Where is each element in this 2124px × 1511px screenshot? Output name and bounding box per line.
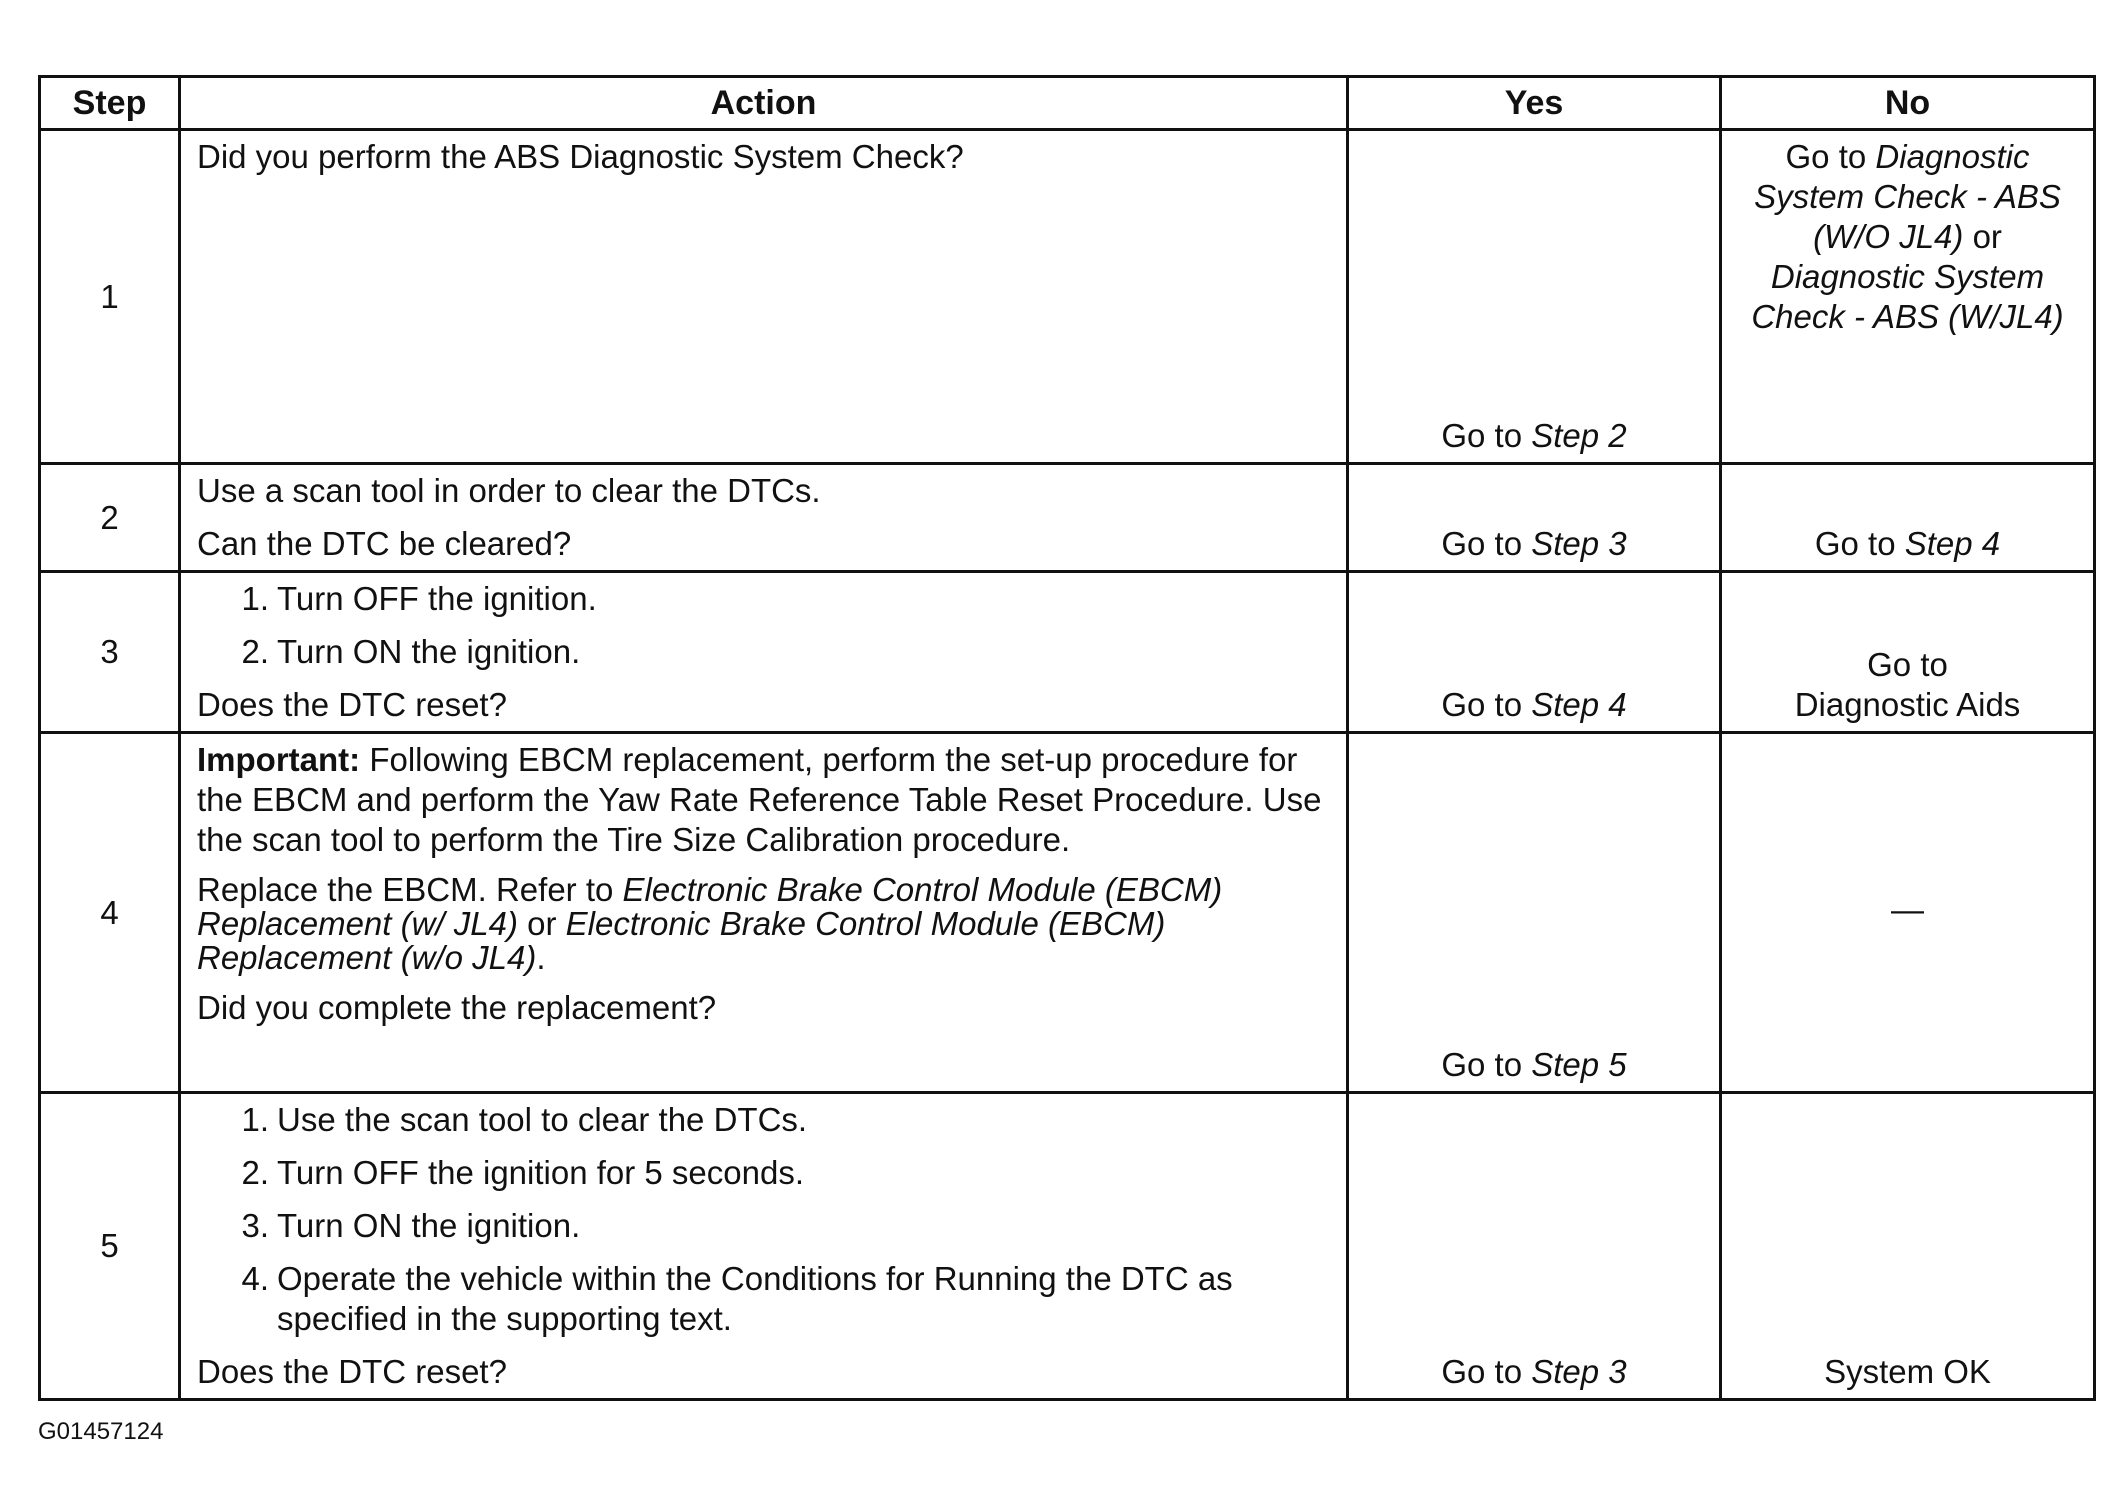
yes-cell — [1348, 733, 1721, 1093]
no-prefix: Go to — [1814, 525, 1896, 562]
yes-cell — [1348, 464, 1721, 572]
list-text: Use the scan tool to clear the DTCs. — [277, 1101, 808, 1138]
action-cell — [180, 130, 1348, 464]
no-prefix: Go to — [1785, 138, 1867, 175]
action-cell — [180, 464, 1348, 572]
list-item — [197, 1206, 1330, 1246]
action-cell — [180, 733, 1348, 1093]
no-or-text: or — [1972, 218, 2002, 255]
no-cell — [1721, 572, 2095, 733]
action-cell — [180, 572, 1348, 733]
no-cell — [1721, 1093, 2095, 1400]
step-number: 2 — [40, 464, 180, 572]
replace-text: Replace the EBCM. Refer to — [197, 871, 614, 908]
list-number: 3. — [241, 1207, 269, 1244]
action-question: Can the DTC be cleared? — [197, 525, 572, 562]
step-number: 4 — [40, 733, 180, 1093]
list-text: Operate the vehicle within the Conditions for Running the DTC as specified in the supporting text. — [277, 1260, 1233, 1337]
replace-instruction — [197, 873, 1330, 975]
list-text: Turn OFF the ignition. — [277, 580, 597, 617]
step-number: 1 — [40, 130, 180, 464]
no-result-text: System OK — [1824, 1353, 1991, 1390]
list-item — [197, 1153, 1330, 1193]
list-item — [197, 1259, 1330, 1339]
list-item — [197, 1100, 1330, 1140]
table-row — [40, 572, 2095, 733]
yes-step-link[interactable]: Step 2 — [1531, 417, 1627, 454]
no-cell — [1721, 464, 2095, 572]
no-step-link[interactable]: Step 4 — [1904, 525, 2001, 562]
list-item — [197, 579, 1330, 619]
list-text: Turn OFF the ignition for 5 seconds. — [277, 1154, 805, 1191]
list-number: 2. — [241, 1154, 269, 1191]
list-text: Turn ON the ignition. — [277, 633, 581, 670]
header-yes: Yes — [1348, 77, 1721, 130]
list-item — [197, 632, 1330, 672]
yes-step-link[interactable]: Step 3 — [1531, 525, 1627, 562]
list-number: 2. — [241, 633, 269, 670]
header-no: No — [1721, 77, 2095, 130]
table-row — [40, 733, 2095, 1093]
action-question: Did you perform the ABS Diagnostic System Check? — [197, 138, 964, 175]
no-diagnostic-aids-link[interactable]: Diagnostic Aids — [1794, 686, 2021, 723]
yes-prefix: Go to — [1441, 1046, 1523, 1083]
action-question: Does the DTC reset? — [197, 1353, 507, 1390]
period: . — [536, 939, 546, 976]
yes-prefix: Go to — [1441, 525, 1523, 562]
important-note — [197, 740, 1330, 860]
no-prefix: Go to — [1867, 646, 1948, 683]
no-dash: — — [1891, 890, 1924, 928]
header-action: Action — [180, 77, 1348, 130]
ebcm-replacement-link-2[interactable]: Electronic Brake Control Module (EBCM) Replacement (w/o JL4) — [197, 905, 1166, 976]
action-cell — [180, 1093, 1348, 1400]
important-text: Following EBCM replacement, perform the set-up procedure for the EBCM and perform the Yaw Rate Reference Table Reset Procedure. Use the scan tool to perform the Tire Size Calibration procedure. — [197, 741, 1322, 858]
list-number: 1. — [241, 580, 269, 617]
step-number: 5 — [40, 1093, 180, 1400]
list-number: 1. — [241, 1101, 269, 1138]
figure-id: G01457124 — [38, 1418, 164, 1445]
table-row — [40, 464, 2095, 572]
header-row — [40, 77, 2095, 130]
ebcm-replacement-link-1[interactable]: Electronic Brake Control Module (EBCM) Replacement (w/ JL4) — [197, 871, 1223, 942]
yes-step-link[interactable]: Step 3 — [1531, 1353, 1627, 1390]
yes-step-link[interactable]: Step 5 — [1531, 1046, 1627, 1083]
header-step: Step — [40, 77, 180, 130]
table-row — [40, 1093, 2095, 1400]
list-number: 4. — [241, 1260, 269, 1297]
action-question: Did you complete the replacement? — [197, 989, 717, 1026]
step-number: 3 — [40, 572, 180, 733]
or-text: or — [527, 905, 557, 942]
no-cell — [1721, 130, 2095, 464]
list-text: Turn ON the ignition. — [277, 1207, 581, 1244]
yes-step-link[interactable]: Step 4 — [1531, 686, 1627, 723]
yes-cell — [1348, 1093, 1721, 1400]
yes-prefix: Go to — [1441, 1353, 1523, 1390]
yes-prefix: Go to — [1441, 686, 1523, 723]
table-row — [40, 130, 2095, 464]
diagnostic-table — [38, 75, 2096, 1401]
action-question: Does the DTC reset? — [197, 686, 507, 723]
yes-cell — [1348, 130, 1721, 464]
no-ref-link-1[interactable]: Diagnostic System Check - ABS (W/O JL4) — [1754, 138, 2061, 255]
important-label: Important: — [197, 741, 361, 778]
no-cell — [1721, 733, 2095, 1093]
yes-prefix: Go to — [1441, 417, 1523, 454]
no-ref-link-2[interactable]: Diagnostic System Check - ABS (W/JL4) — [1751, 258, 2064, 335]
yes-cell — [1348, 572, 1721, 733]
action-text: Use a scan tool in order to clear the DTCs. — [197, 472, 821, 509]
